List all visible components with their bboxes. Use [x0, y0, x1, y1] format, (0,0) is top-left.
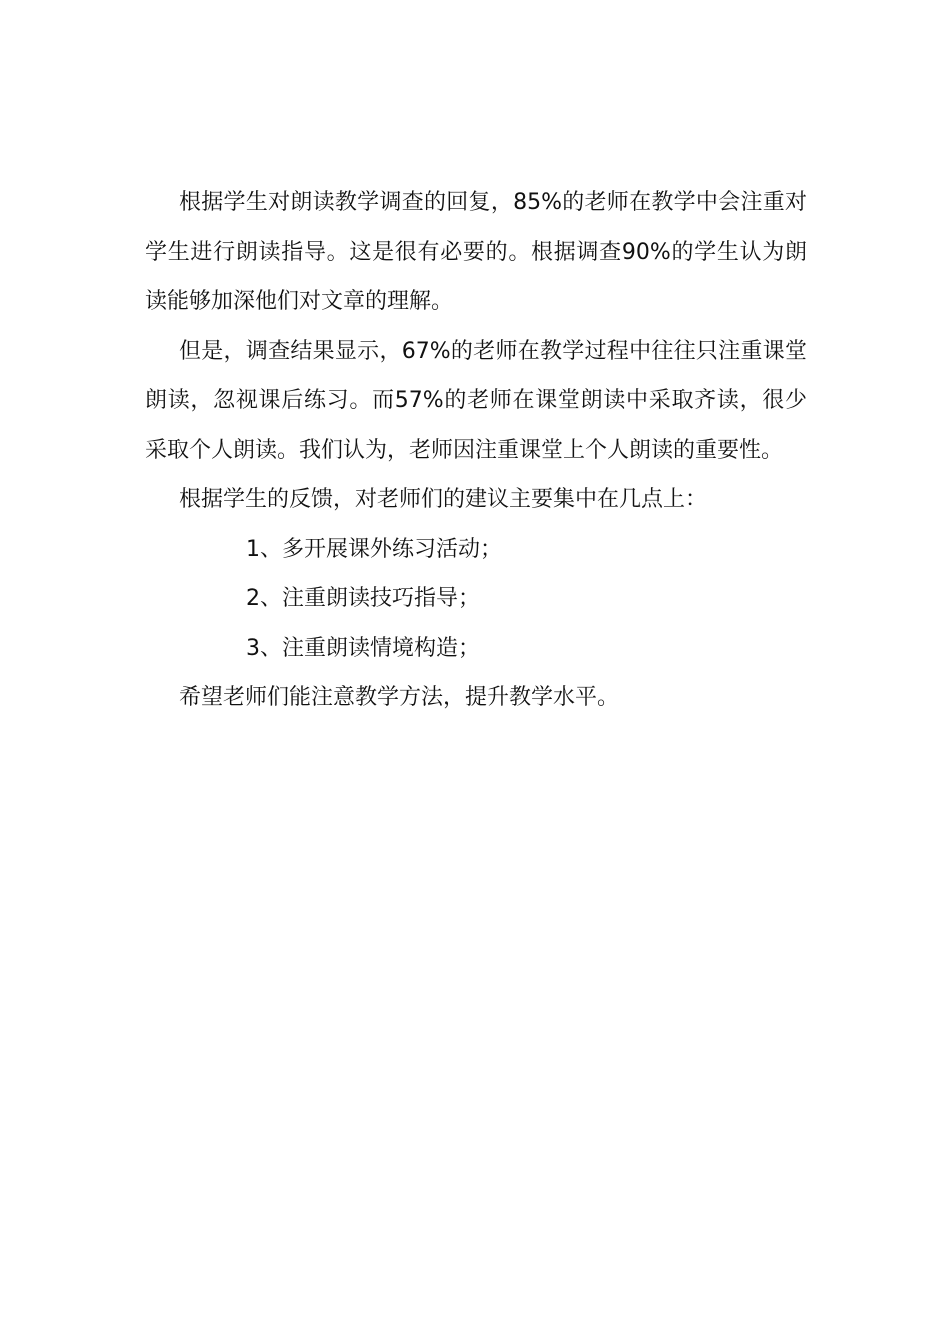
paragraph-survey-results: 根据学生对朗读教学调查的回复，85%的老师在教学中会注重对学生进行朗读指导。这是很有必要的。根据调查90%的学生认为朗读能够加深他们对文章的理解。	[145, 190, 807, 314]
document-body	[145, 178, 807, 723]
paragraph-closing: 希望老师们能注意教学方法，提升教学水平。	[179, 685, 620, 710]
paragraph-survey-issues: 但是，调查结果显示，67%的老师在教学过程中往往只注重课堂朗读，忽视课后练习。而57%的老师在课堂朗读中采取齐读，很少采取个人朗读。我们认为，老师因注重课堂上个人朗读的重要性。	[145, 338, 807, 463]
suggestion-item-2: 2、注重朗读技巧指导；	[246, 586, 480, 611]
suggestion-item-3: 3、注重朗读情境构造；	[246, 635, 480, 661]
paragraph-feedback-intro: 根据学生的反馈，对老师们的建议主要集中在几点上：	[179, 487, 708, 512]
suggestion-item-1: 1、多开展课外练习活动；	[246, 536, 502, 562]
